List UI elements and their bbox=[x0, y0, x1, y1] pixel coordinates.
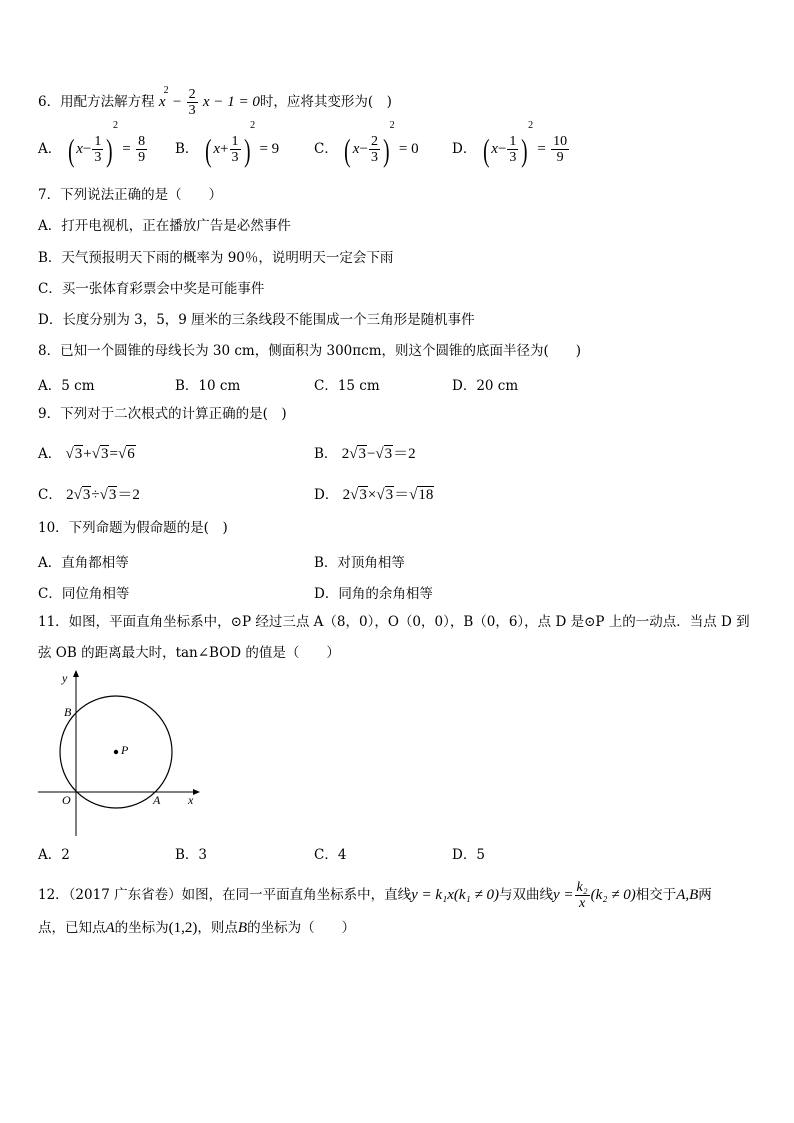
q12-hyp-fraction bbox=[575, 880, 590, 911]
q12-hyp-cond: (k₂ ≠ 0) bbox=[590, 887, 636, 903]
radicand: 3 bbox=[82, 487, 91, 503]
q6-exp: 2 bbox=[163, 85, 169, 96]
y-axis-arrow bbox=[73, 670, 79, 677]
q12-pre: 12．（2017 广东省卷）如图，在同一平面直角坐标系中，直线 bbox=[38, 887, 412, 903]
q12-post: 相交于 bbox=[635, 887, 677, 903]
q10-option-b: B．对顶角相等 bbox=[314, 555, 405, 571]
coef: 2 bbox=[66, 487, 74, 503]
radicand: 3 bbox=[359, 487, 367, 503]
q6-stem-fraction bbox=[187, 87, 198, 118]
option-label: C． bbox=[38, 487, 62, 503]
sqrt: √3 bbox=[349, 446, 366, 462]
q12-line-eq: y = k₁x(k₁ ≠ 0) bbox=[411, 887, 499, 903]
op: − bbox=[359, 141, 368, 157]
den: 3 bbox=[370, 150, 378, 165]
exp: 2 bbox=[113, 120, 118, 131]
q12-mid: 与双曲线 bbox=[498, 887, 553, 903]
label-y: y bbox=[62, 671, 68, 685]
num: 1 bbox=[94, 134, 102, 149]
q12-line1 bbox=[38, 880, 712, 911]
den: 9 bbox=[138, 150, 146, 165]
den: 9 bbox=[556, 150, 564, 165]
q7-option-b: B．天气预报明天下雨的概率为 90％，说明明天一定会下雨 bbox=[38, 250, 394, 266]
sqrt: √3 bbox=[65, 446, 83, 462]
q11-option-d: D．5 bbox=[452, 847, 485, 863]
q6-stem-text: 用配方法解方程 bbox=[60, 94, 155, 110]
option-label: A． bbox=[38, 141, 62, 157]
coef: 2 bbox=[342, 487, 351, 503]
num: 8 bbox=[138, 134, 146, 149]
radicand: 3 bbox=[384, 446, 393, 462]
eq: = 9 bbox=[259, 141, 280, 157]
coef: 2 bbox=[341, 446, 350, 462]
q12-coord: (1,2) bbox=[168, 920, 198, 936]
q7-stem: 7．下列说法正确的是（ ） bbox=[38, 187, 223, 203]
q9-option-a bbox=[38, 442, 136, 463]
den: 3 bbox=[94, 150, 102, 165]
num: 1 bbox=[231, 134, 239, 149]
fraction bbox=[92, 134, 103, 165]
op: × bbox=[367, 487, 377, 503]
center-point bbox=[114, 750, 118, 754]
den: 3 bbox=[231, 150, 239, 165]
rhs-fraction bbox=[136, 134, 147, 165]
eq: ＝2 bbox=[393, 446, 416, 462]
sqrt: √3 bbox=[91, 446, 109, 462]
eq: ＝ bbox=[394, 487, 410, 503]
q12-point-a: A bbox=[105, 920, 115, 936]
q12-line2 bbox=[38, 920, 355, 936]
q6-option-c: C． ( x− $\frac{2}{3}$ )$^2$ = 0 bbox=[314, 120, 419, 168]
q11-figure bbox=[36, 668, 206, 838]
q6-frac-num: 2 bbox=[188, 87, 196, 102]
eq: = bbox=[122, 141, 131, 157]
q6-var: x bbox=[158, 94, 166, 110]
var: x bbox=[352, 141, 360, 157]
q10-option-c: C．同位角相等 bbox=[38, 586, 130, 602]
radicand: 3 bbox=[358, 446, 366, 462]
q12-line2-end: 的坐标为（ ） bbox=[247, 920, 356, 936]
num: 2 bbox=[370, 134, 378, 149]
radicand: 3 bbox=[385, 487, 394, 503]
q6-frac-den: 3 bbox=[188, 103, 196, 118]
option-label: B． bbox=[314, 446, 338, 462]
q11-option-b: B．3 bbox=[175, 847, 208, 863]
eq: = bbox=[537, 141, 546, 157]
q12-line2-post: ，则点 bbox=[197, 920, 238, 936]
exp: 2 bbox=[389, 120, 395, 131]
q6-option-a: A． ( x− $\frac{1}{3}$ )$^2$ = $\frac{8}{9}$ bbox=[38, 120, 146, 168]
radicand: 3 bbox=[100, 446, 109, 462]
option-label: D． bbox=[452, 141, 477, 157]
num: k₂ bbox=[576, 880, 588, 895]
q11-stem-line2: 弦 OB 的距离最大时，tan∠BOD 的值是（ ） bbox=[38, 645, 340, 661]
exp: 2 bbox=[528, 120, 534, 131]
op: + bbox=[83, 446, 92, 462]
op: − bbox=[82, 141, 92, 157]
q8-option-b: B．10 cm bbox=[175, 378, 241, 394]
q9-option-b bbox=[314, 442, 416, 463]
q6-eq-rest: x − 1 = 0 bbox=[202, 94, 260, 110]
num: 1 bbox=[509, 134, 517, 149]
q10-option-a: A．直角都相等 bbox=[38, 555, 129, 571]
fraction bbox=[507, 134, 518, 165]
label-b: B bbox=[64, 705, 72, 719]
radicand: 18 bbox=[418, 487, 434, 503]
sqrt: √3 bbox=[350, 487, 367, 503]
q12-point-b: B bbox=[237, 920, 248, 936]
q7-option-d: D．长度分别为 3，5，9 厘米的三条线段不能围成一个三角形是随机事件 bbox=[38, 312, 475, 328]
label-a: A bbox=[153, 793, 161, 807]
sqrt: √3 bbox=[99, 487, 117, 503]
q9-stem: 9．下列对于二次根式的计算正确的是( ) bbox=[38, 406, 287, 422]
radicand: 3 bbox=[108, 487, 117, 503]
sqrt: √3 bbox=[375, 446, 393, 462]
q11-option-c: C．4 bbox=[314, 847, 347, 863]
sqrt: √6 bbox=[117, 446, 135, 462]
q8-option-d: D．20 cm bbox=[452, 378, 519, 394]
exp: 2 bbox=[250, 120, 256, 131]
option-label: D． bbox=[314, 487, 339, 503]
q8-option-c: C．15 cm bbox=[314, 378, 380, 394]
fraction bbox=[230, 134, 241, 165]
eq: = bbox=[109, 446, 118, 462]
eq: ＝2 bbox=[117, 487, 140, 503]
fraction bbox=[369, 134, 380, 165]
q12-points: A,B bbox=[676, 887, 699, 903]
sqrt: √3 bbox=[376, 487, 394, 503]
op: ÷ bbox=[91, 487, 100, 503]
var: x bbox=[491, 141, 498, 157]
op: − bbox=[497, 141, 507, 157]
q11-stem-line1: 11．如图，平面直角坐标系中，⊙P 经过三点 A（8，0），O（0，0），B（0，6），点 D 是⊙P 上的一动点．当点 D 到 bbox=[38, 614, 750, 630]
q6-stem-tail: 时，应将其变形为( ) bbox=[259, 94, 392, 110]
option-label: C． bbox=[314, 141, 338, 157]
q11-option-a: A．2 bbox=[38, 847, 70, 863]
rhs-fraction bbox=[551, 134, 569, 165]
op: − bbox=[366, 446, 376, 462]
option-label: A． bbox=[38, 446, 62, 462]
num: 10 bbox=[553, 134, 568, 149]
x-axis-arrow bbox=[193, 789, 200, 795]
q9-option-d bbox=[314, 483, 434, 504]
radicand: 3 bbox=[74, 446, 83, 462]
q10-stem: 10．下列命题为假命题的是( ) bbox=[38, 520, 228, 536]
q12-line2-pre: 点，已知点 bbox=[38, 920, 106, 936]
radicand: 6 bbox=[127, 446, 135, 462]
label-x: x bbox=[188, 793, 194, 807]
label-o: O bbox=[62, 793, 71, 807]
den: x bbox=[578, 896, 586, 911]
q6-stem: 6．用配方法解方程 $x^2$ − $\frac{2}{3}$ x − 1 = 0时，应将其变形为( ) bbox=[38, 85, 392, 118]
q9-option-c bbox=[38, 483, 140, 504]
var: x bbox=[213, 141, 221, 157]
q6-option-b: B． ( x+ $\frac{1}{3}$ )$^2$ = 9 bbox=[175, 120, 280, 168]
op: + bbox=[220, 141, 229, 157]
q8-option-a: A．5 cm bbox=[38, 378, 95, 394]
q7-option-a: A．打开电视机，正在播放广告是必然事件 bbox=[38, 218, 291, 234]
sqrt: √3 bbox=[73, 487, 91, 503]
option-label: B． bbox=[175, 141, 199, 157]
eq: = 0 bbox=[398, 141, 419, 157]
q6-option-d: D． ( x− $\frac{1}{3}$ )$^2$ = $\frac{10}{9}$ bbox=[452, 120, 568, 168]
q12-post2: 两 bbox=[698, 887, 712, 903]
q12-line2-mid: 的坐标为 bbox=[114, 920, 169, 936]
sqrt: √18 bbox=[409, 487, 434, 503]
label-p: P bbox=[121, 743, 129, 757]
q8-stem: 8．已知一个圆锥的母线长为 30 cm，侧面积为 300πcm，则这个圆锥的底面半径为( ) bbox=[38, 343, 582, 359]
var: x bbox=[76, 141, 83, 157]
q7-option-c: C．买一张体育彩票会中奖是可能事件 bbox=[38, 281, 265, 297]
q12-hyp-left: y = bbox=[552, 887, 574, 903]
q6-number: 6． bbox=[38, 94, 61, 110]
den: 3 bbox=[509, 150, 517, 165]
q10-option-d: D．同角的余角相等 bbox=[314, 586, 433, 602]
